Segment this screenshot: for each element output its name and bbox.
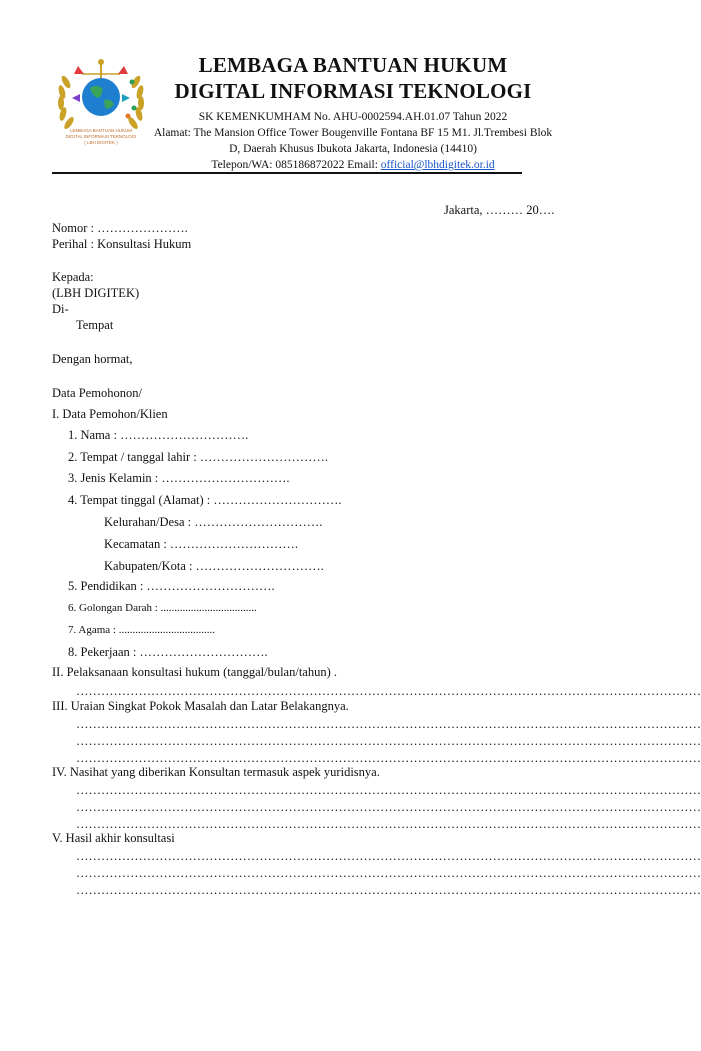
section3-dotline-1: …………………………………………………………………………………………………………………………………… bbox=[76, 717, 701, 731]
section5-title: V. Hasil akhir konsultasi bbox=[52, 831, 175, 845]
field-golongan-darah: 6. Golongan Darah : ................................... bbox=[68, 602, 257, 614]
lbh-digitek-logo bbox=[52, 52, 150, 152]
section1-title: I. Data Pemohon/Klien bbox=[52, 407, 168, 421]
section5-dotline-1: …………………………………………………………………………………………………………………………………… bbox=[76, 849, 701, 863]
letter-date: Jakarta, ……… 20…. bbox=[444, 203, 555, 217]
logo-text-1: LEMBAGA BANTUAN HUKUM bbox=[69, 128, 133, 133]
contact-prefix: Telepon/WA: 085186872022 Email: bbox=[211, 159, 381, 171]
section3-dotline-2: …………………………………………………………………………………………………………………………………… bbox=[76, 734, 701, 748]
address-line1: Alamat: The Mansion Office Tower Bougenville Fontana BF 15 M1. Jl.Trembesi Blok bbox=[153, 127, 553, 139]
field-alamat: 4. Tempat tinggal (Alamat) : …………………………. bbox=[68, 493, 342, 507]
field-kelurahan: Kelurahan/Desa : …………………………. bbox=[104, 515, 323, 529]
field-pekerjaan: 8. Pekerjaan : …………………………. bbox=[68, 645, 268, 659]
header-rule bbox=[52, 172, 522, 174]
data-heading: Data Pemohonon/ bbox=[52, 386, 142, 400]
section4-dotline-3: …………………………………………………………………………………………………………………………………… bbox=[76, 817, 701, 831]
section5-dotline-3: …………………………………………………………………………………………………………………………………… bbox=[76, 883, 701, 897]
section3-title: III. Uraian Singkat Pokok Masalah dan Latar Belakangnya. bbox=[52, 699, 349, 713]
greeting: Dengan hormat, bbox=[52, 352, 133, 366]
letter-nomor: Nomor : …………………. bbox=[52, 221, 188, 235]
logo-text-2: DIGITAL INFORMASI TEKNOLOGI bbox=[65, 134, 137, 139]
section2-dotline: …………………………………………………………………………………………………………………………………… bbox=[76, 684, 701, 698]
sk-number: SK KEMENKUMHAM No. AHU-0002594.AH.01.07 Tahun 2022 bbox=[198, 111, 508, 123]
letter-perihal: Perihal : Konsultasi Hukum bbox=[52, 237, 192, 251]
field-jenis-kelamin: 3. Jenis Kelamin : …………………………. bbox=[68, 471, 290, 485]
tempat-label: Tempat bbox=[76, 318, 114, 332]
field-pendidikan: 5. Pendidikan : …………………………. bbox=[68, 579, 275, 593]
address-line2: D, Daerah Khusus Ibukota Jakarta, Indonesia (14410) bbox=[229, 143, 477, 155]
section3-dotline-3: …………………………………………………………………………………………………………………………………… bbox=[76, 751, 701, 765]
org-name-line1: LEMBAGA BANTUAN HUKUM bbox=[198, 53, 508, 77]
section2-title: II. Pelaksanaan konsultasi hukum (tanggal/bulan/tahun) . bbox=[52, 665, 338, 679]
field-ttl: 2. Tempat / tanggal lahir : …………………………. bbox=[68, 450, 328, 464]
kepada-label: Kepada: bbox=[52, 270, 94, 284]
contact-line bbox=[148, 157, 558, 173]
email-link[interactable]: official@lbhdigitek.or.id bbox=[380, 159, 495, 171]
recipient: (LBH DIGITEK) bbox=[52, 286, 140, 300]
section4-dotline-1: …………………………………………………………………………………………………………………………………… bbox=[76, 783, 701, 797]
field-agama: 7. Agama : ................................... bbox=[68, 624, 215, 636]
letterhead bbox=[148, 52, 558, 173]
di-label: Di- bbox=[52, 302, 69, 316]
logo-text-3: ( LBH DIGITEK ) bbox=[84, 140, 118, 145]
section4-title: IV. Nasihat yang diberikan Konsultan termasuk aspek yuridisnya. bbox=[52, 765, 380, 779]
org-name-line2: DIGITAL INFORMASI TEKNOLOGI bbox=[174, 79, 532, 103]
field-kecamatan: Kecamatan : …………………………. bbox=[104, 537, 299, 551]
section4-dotline-2: …………………………………………………………………………………………………………………………………… bbox=[76, 800, 701, 814]
section5-dotline-2: …………………………………………………………………………………………………………………………………… bbox=[76, 866, 701, 880]
field-kabupaten: Kabupaten/Kota : …………………………. bbox=[104, 559, 324, 573]
field-nama: 1. Nama : …………………………. bbox=[68, 428, 249, 442]
